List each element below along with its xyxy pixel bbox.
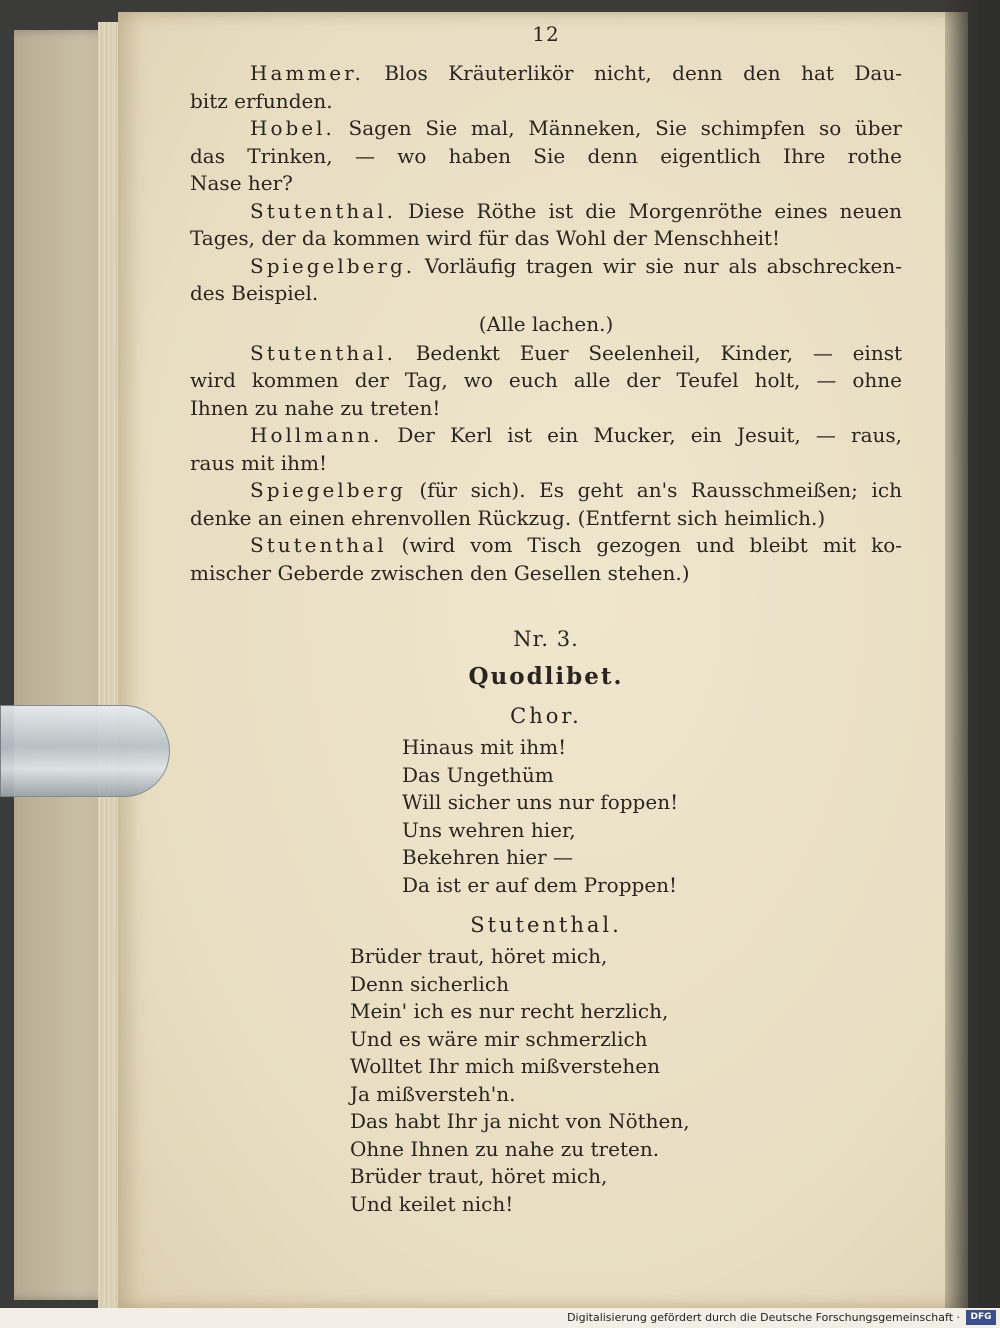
speech-line: raus mit ihm! (190, 450, 328, 475)
stutenthal-label: Stutenthal. (470, 913, 622, 937)
stage-direction: (Alle lachen.) (478, 311, 614, 336)
dialogue-entry (190, 422, 902, 477)
speech-line: Tages, der da kommen wird für das Wohl der Menschheit! (190, 226, 781, 250)
dialogue-entry (190, 477, 902, 532)
speech-line: denke an einen ehrenvollen Rückzug. (Entfernt sich heimlich.) (190, 505, 826, 530)
speech-line: das Trinken, — wo haben Sie denn eigentlich Ihre rothe (190, 143, 902, 168)
stutenthal-verse (190, 943, 902, 1218)
speech-line: Ihnen zu nahe zu treten! (190, 395, 441, 420)
verse-line: Mein' ich es nur recht herzlich, (350, 999, 669, 1023)
speech-text: Vorläufig tragen wir sie nur als abschrecken- (415, 253, 902, 278)
dfg-logo: DFG (966, 1310, 996, 1325)
page-content (190, 22, 902, 1218)
speaker-name: Hobel. (250, 116, 335, 140)
dialogue-first-line (190, 115, 902, 143)
chor-verse (190, 734, 902, 899)
speech-text: Diese Röthe ist die Morgenröthe eines neuen (395, 198, 902, 223)
verse-line: Uns wehren hier, (402, 817, 576, 842)
verse-line: Das habt Ihr ja nicht von Nöthen, (350, 1109, 690, 1133)
verse-line: Brüder traut, höret mich, (350, 1164, 608, 1188)
speech-text: (für sich). Es geht an's Rausschmeißen; ich (405, 478, 902, 502)
piece-title: Quodlibet. (468, 663, 624, 690)
glass-clip (0, 705, 170, 797)
verse-line: Und es wäre mir schmerzlich (350, 1026, 648, 1051)
verse-line: Ja mißversteh'n. (350, 1081, 516, 1106)
dialogue-first-line (190, 253, 902, 281)
dialogue-first-line (190, 60, 902, 88)
speaker-name: Stutenthal. (250, 340, 396, 365)
dialogue-first-line (190, 422, 902, 450)
speech-line: des Beispiel. (190, 281, 319, 305)
speaker-name: Spiegelberg (250, 478, 406, 502)
dialogue-first-line (190, 532, 902, 560)
page-number: 12 (532, 22, 560, 46)
speech-text: Der Kerl ist ein Mucker, ein Jesuit, — raus, (382, 423, 902, 447)
speaker-name: Stutenthal (250, 533, 387, 557)
chor-label: Chor. (510, 704, 582, 728)
verse-line: Denn sicherlich (350, 971, 510, 996)
speech-text: Bedenkt Euer Seelenheil, Kinder, — einst (395, 340, 902, 365)
dialogue-first-line (190, 198, 902, 226)
dialogue-block-1 (190, 60, 902, 308)
dialogue-entry (190, 198, 902, 253)
page-fold-shadow (945, 0, 1000, 1308)
speaker-name: Stutenthal. (250, 198, 396, 223)
speaker-name: Spiegelberg. (250, 253, 416, 278)
footer-credit: Digitalisierung gefördert durch die Deutsche Forschungsgemeinschaft · (567, 1311, 960, 1324)
dialogue-entry (190, 60, 902, 115)
dialogue-block-2 (190, 340, 902, 588)
verse-line: Ohne Ihnen zu nahe zu treten. (350, 1136, 660, 1161)
verse-line: Brüder traut, höret mich, (350, 944, 608, 968)
dialogue-first-line (190, 340, 902, 368)
verse-line: Wolltet Ihr mich mißverstehen (350, 1054, 660, 1078)
dialogue-entry (190, 253, 902, 308)
dialogue-entry (190, 340, 902, 423)
speech-text: Blos Kräuterlikör nicht, denn den hat Dau- (363, 61, 902, 85)
verse-line: Bekehren hier — (402, 845, 574, 869)
dialogue-entry (190, 115, 902, 198)
speech-text: (wird vom Tisch gezogen und bleibt mit ko- (386, 533, 902, 557)
verse-line: Will sicher uns nur foppen! (402, 790, 679, 814)
verse-line: Da ist er auf dem Proppen! (402, 872, 678, 897)
speech-line: mischer Geberde zwischen den Gesellen stehen.) (190, 560, 690, 585)
speech-line: wird kommen der Tag, wo euch alle der Teufel holt, — ohne (190, 368, 902, 392)
number-heading: Nr. 3. (513, 627, 579, 651)
speech-text: Sagen Sie mal, Männeken, Sie schimpfen so über (334, 116, 902, 140)
speech-line: bitz erfunden. (190, 88, 333, 113)
dialogue-first-line (190, 477, 902, 505)
speaker-name: Hammer. (250, 61, 364, 85)
dialogue-entry (190, 532, 902, 587)
verse-line: Hinaus mit ihm! (402, 735, 567, 759)
verse-line: Und keilet nich! (350, 1191, 514, 1216)
speech-line: Nase her? (190, 171, 293, 195)
footer (0, 1308, 1000, 1328)
verse-line: Das Ungethüm (402, 762, 554, 787)
speaker-name: Hollmann. (250, 423, 383, 447)
